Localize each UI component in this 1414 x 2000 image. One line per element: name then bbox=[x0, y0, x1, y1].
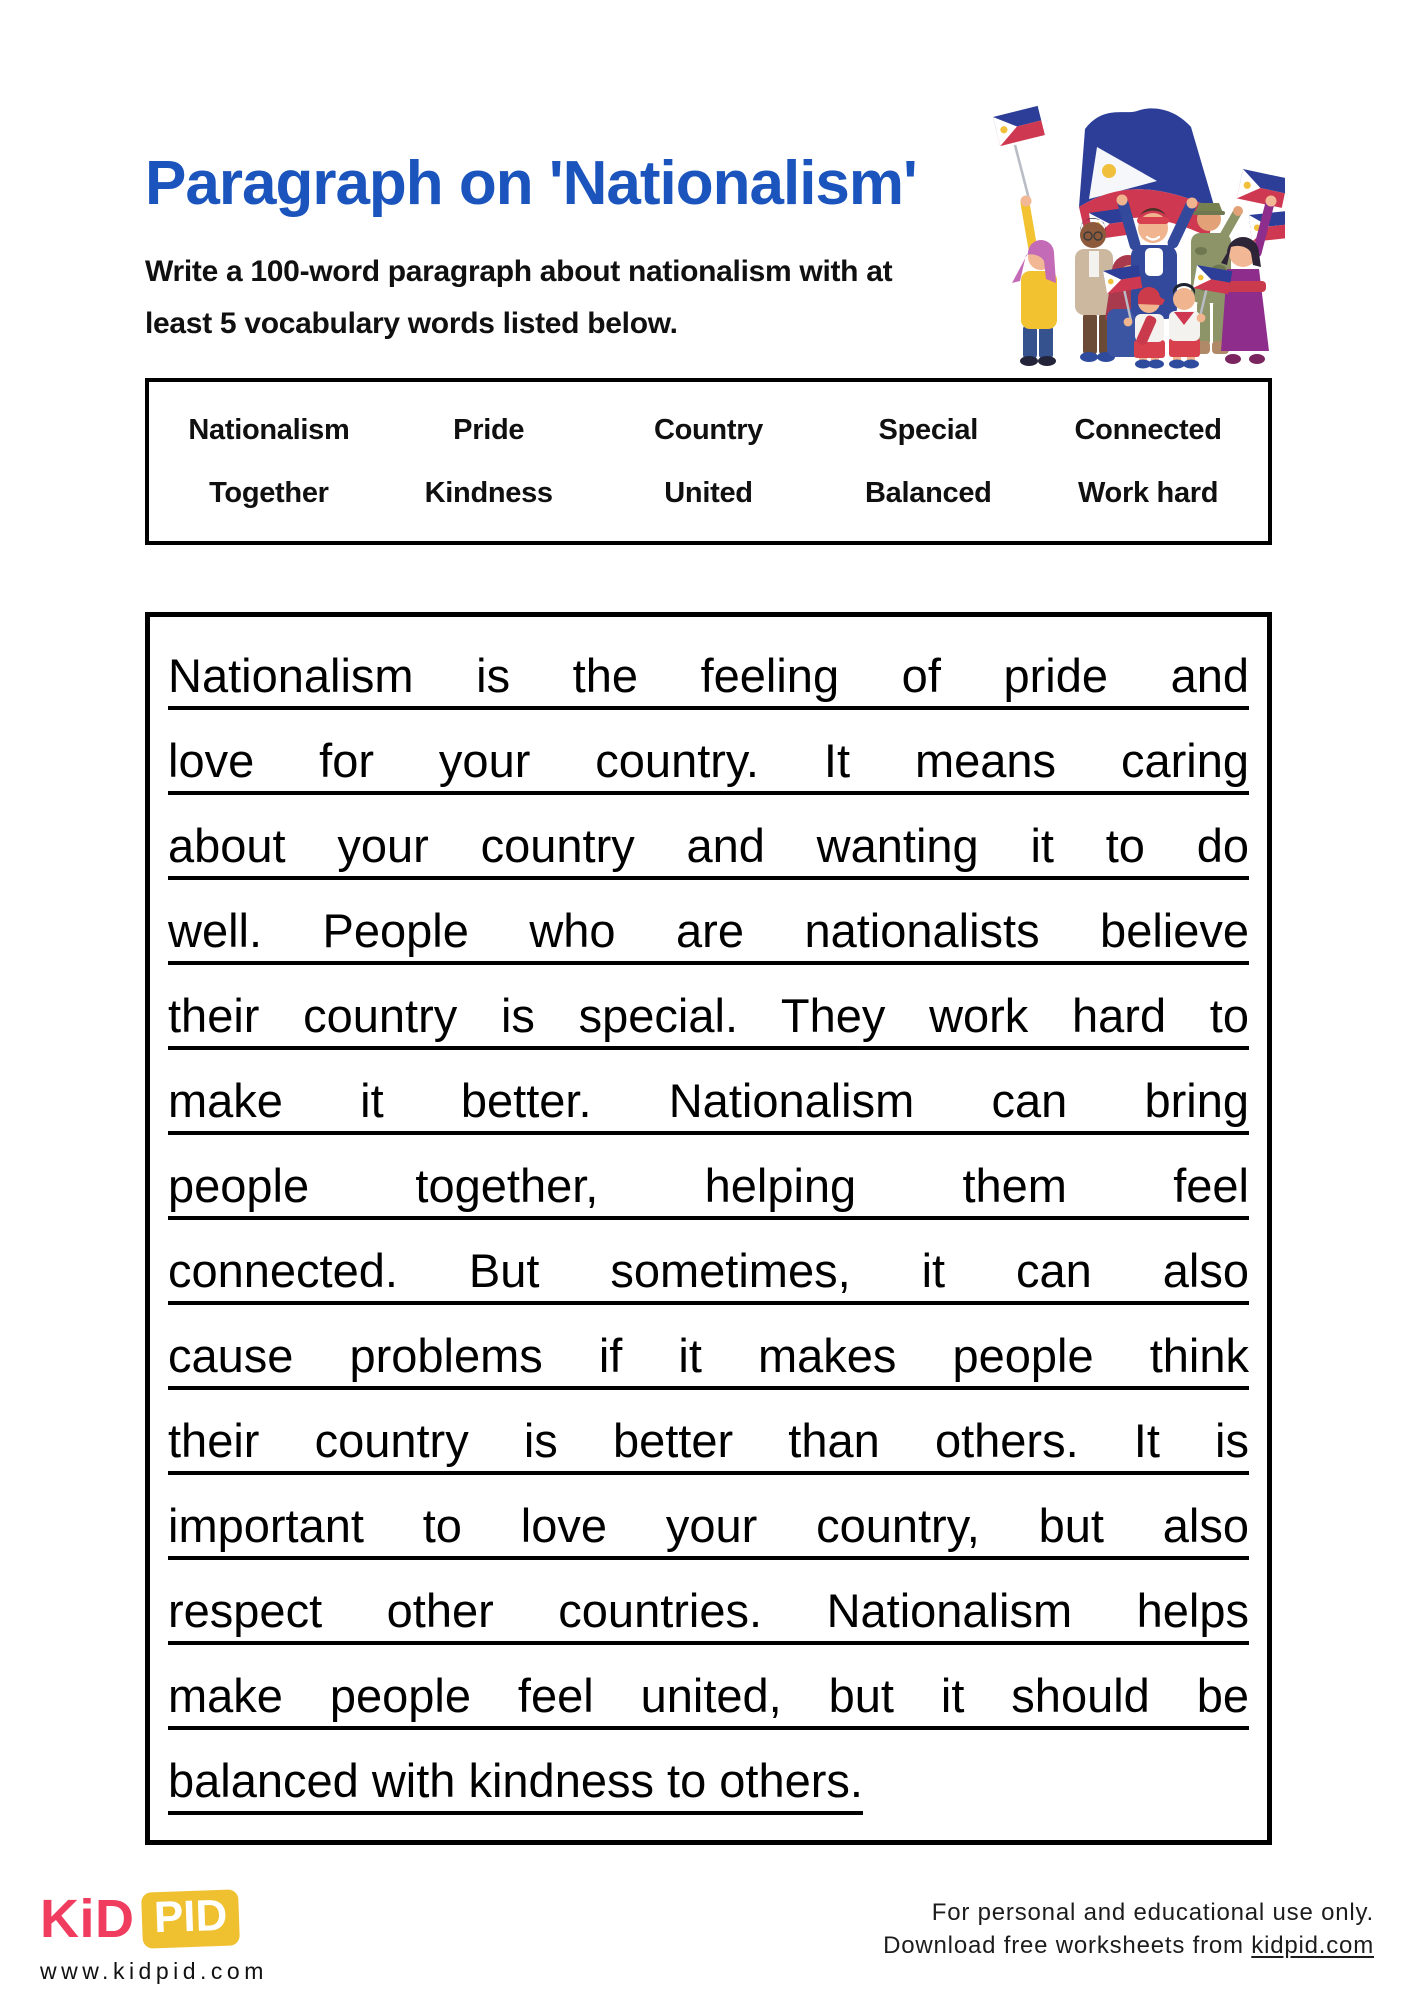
philippine-flag-people-illustration bbox=[985, 85, 1285, 370]
paragraph-line: people together, helping them feel bbox=[168, 1159, 1249, 1212]
person-woman-yellow bbox=[993, 106, 1057, 366]
vocab-word: Pride bbox=[453, 413, 525, 446]
instructions bbox=[145, 246, 892, 350]
logo-pid-badge: PID bbox=[141, 1889, 240, 1948]
vocab-word: Country bbox=[653, 413, 764, 446]
usage-note bbox=[883, 1896, 1374, 1962]
paragraph-line: Nationalism is the feeling of pride and bbox=[168, 649, 1249, 702]
page-title: Paragraph on 'Nationalism' bbox=[145, 149, 917, 218]
paragraph-line: love for your country. It means caring bbox=[168, 734, 1249, 787]
paragraph-line: connected. But sometimes, it can also bbox=[168, 1244, 1249, 1297]
paragraph-line: important to love your country, but also bbox=[168, 1499, 1249, 1552]
vocab-word: United bbox=[664, 476, 753, 509]
usage-note-line2-text: Download free worksheets from bbox=[883, 1932, 1252, 1959]
instructions-line: least 5 vocabulary words listed below. bbox=[145, 307, 678, 340]
paragraph-box bbox=[145, 612, 1272, 1845]
vocabulary-box bbox=[145, 378, 1272, 545]
paragraph-line: make it better. Nationalism can bring bbox=[168, 1074, 1249, 1127]
vocab-word: Kindness bbox=[424, 476, 553, 509]
vocab-word: Connected bbox=[1074, 413, 1222, 446]
paragraph-line: well. People who are nationalists believe bbox=[168, 904, 1249, 957]
paragraph-line: respect other countries. Nationalism helps bbox=[168, 1584, 1249, 1637]
vocab-word: Together bbox=[209, 476, 329, 509]
paragraph-line: their country is special. They work hard to bbox=[168, 989, 1249, 1042]
usage-note-line1: For personal and educational use only. bbox=[931, 1899, 1374, 1926]
paragraph-line: about your country and wanting it to do bbox=[168, 819, 1249, 872]
vocab-word: Balanced bbox=[865, 476, 992, 509]
paragraph-line: cause problems if it makes people think bbox=[168, 1329, 1249, 1382]
vocab-word: Nationalism bbox=[188, 413, 350, 446]
vocab-word: Work hard bbox=[1078, 476, 1219, 509]
kidpid-link[interactable]: kidpid.com bbox=[1251, 1932, 1374, 1959]
instructions-line: Write a 100-word paragraph about nationalism with at bbox=[145, 255, 893, 288]
usage-note-line2 bbox=[883, 1929, 1374, 1962]
vocab-word: Special bbox=[878, 413, 979, 446]
website-url: www.kidpid.com bbox=[40, 1958, 268, 1984]
paragraph-line: make people feel united, but it should be bbox=[168, 1669, 1249, 1722]
logo-kid-text: KiD bbox=[40, 1889, 135, 1949]
kidpid-logo bbox=[40, 1888, 268, 1985]
paragraph-line: balanced with kindness to others. bbox=[168, 1754, 863, 1807]
paragraph-line: their country is better than others. It is bbox=[168, 1414, 1249, 1467]
